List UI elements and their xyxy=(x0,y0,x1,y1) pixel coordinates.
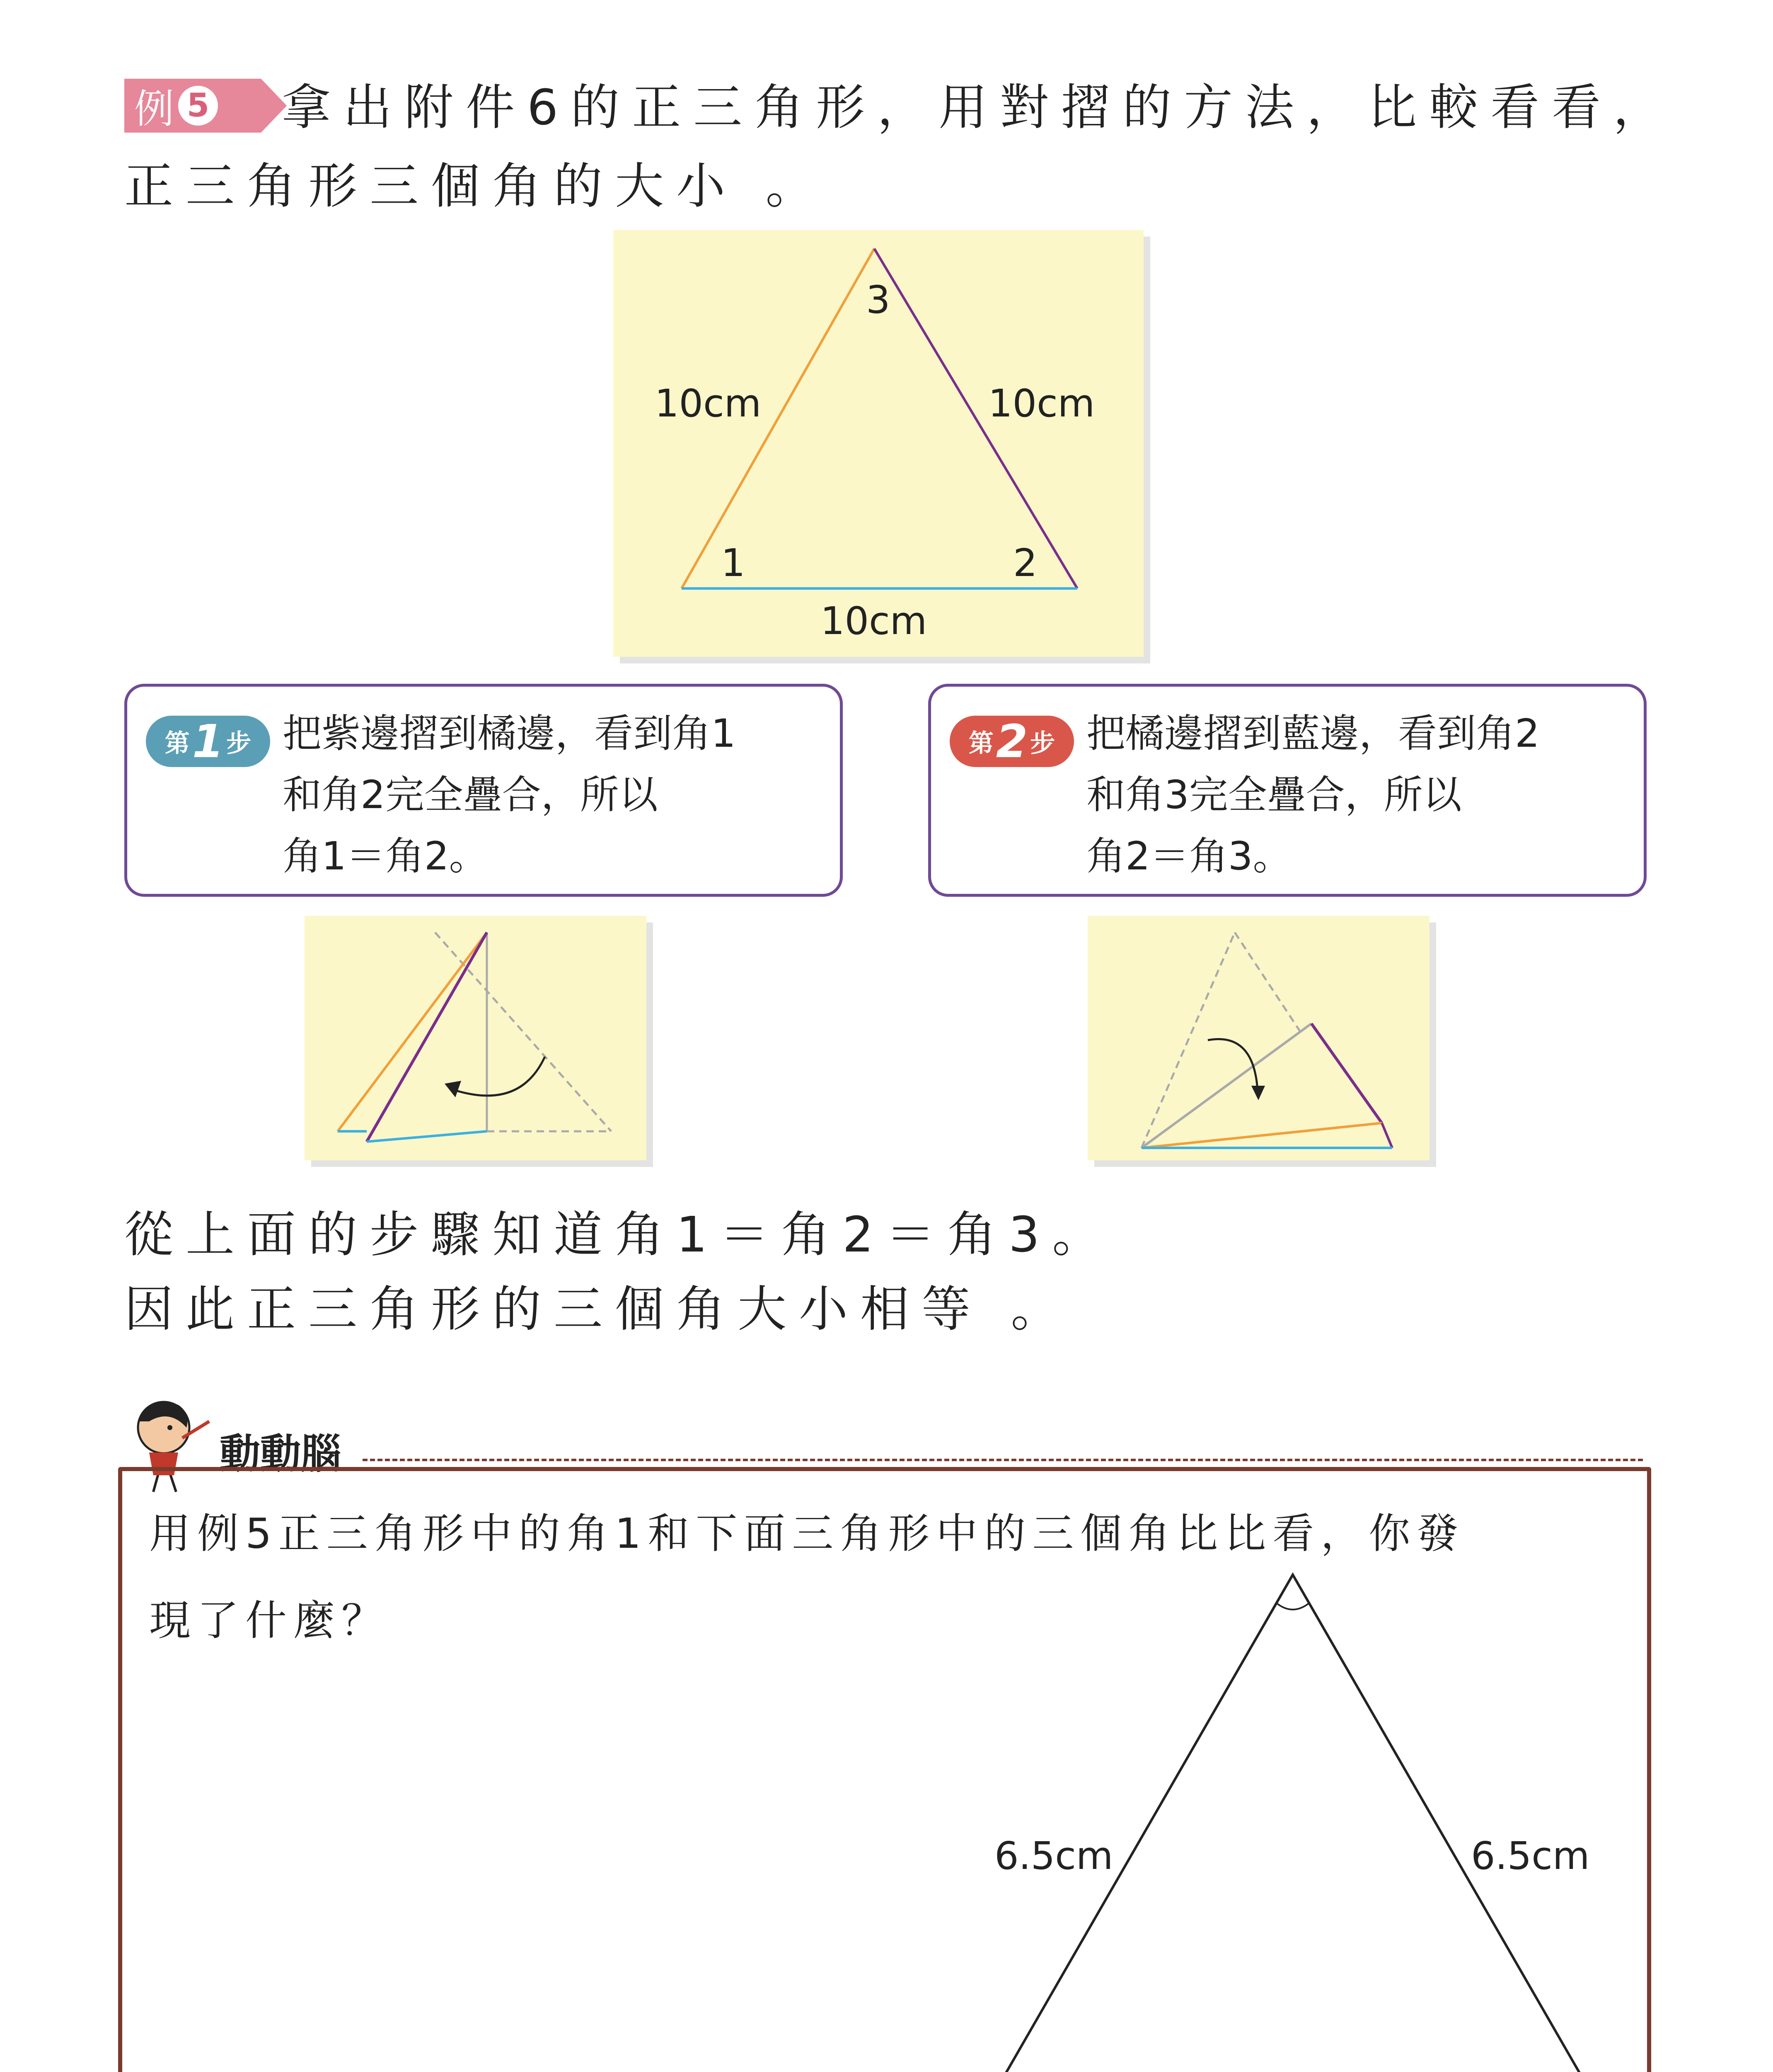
right-side-label: 10cm xyxy=(988,381,1095,426)
step2-line-2: 和角3完全疊合，所以 xyxy=(1086,772,1462,818)
step2-box xyxy=(928,684,1647,897)
main-triangle-figure xyxy=(613,230,1144,657)
angle-1-label: 1 xyxy=(721,541,745,585)
conclusion-line-1: 從上面的步驟知道角1＝角2＝角3。 xyxy=(124,1206,1114,1263)
brain-right-side-label: 6.5cm xyxy=(1471,1834,1590,1878)
step1-badge xyxy=(146,716,270,767)
step2-badge xyxy=(950,716,1074,767)
angle-2-label: 2 xyxy=(1013,541,1038,585)
step1-line-1: 把紫邊摺到橘邊，看到角1 xyxy=(283,711,736,756)
example-badge xyxy=(124,79,261,133)
example-badge-word: 例 xyxy=(134,85,174,132)
top-angle-mark xyxy=(1276,1603,1309,1610)
fold-line xyxy=(1142,1024,1311,1148)
blue-edge-folded xyxy=(367,1131,487,1142)
step2-badge-post: 步 xyxy=(1030,729,1055,758)
brain-question-line-1: 用例5正三角形中的角1和下面三角形中的三個角比比看，你發 xyxy=(149,1509,1465,1558)
brain-title: 動動腦 xyxy=(220,1431,342,1478)
step2-fold-panel xyxy=(1088,916,1430,1160)
example-line-1: 拿出附件6的正三角形，用對摺的方法，比較看看， xyxy=(282,79,1675,136)
step1-line-3: 角1＝角2。 xyxy=(283,834,488,879)
step1-fold-panel xyxy=(305,916,646,1160)
step1-line-2: 和角2完全疊合，所以 xyxy=(283,772,658,818)
orange-edge xyxy=(1142,1123,1382,1148)
step2-badge-pre: 第 xyxy=(968,729,994,758)
arrowhead-icon xyxy=(1251,1086,1265,1100)
conclusion-line-2: 因此正三角形的三個角大小相等 。 xyxy=(124,1280,1072,1338)
step2-line-3: 角2＝角3。 xyxy=(1086,834,1292,879)
brain-triangle-figure xyxy=(953,1566,1641,2072)
brain-box-top-edge xyxy=(363,1459,1643,1461)
step1-box xyxy=(124,684,843,897)
example-badge-number: 5 xyxy=(178,86,218,126)
step1-fold-figure xyxy=(305,916,646,1160)
base-label: 10cm xyxy=(820,599,927,643)
dashed-original-right xyxy=(1235,932,1303,1036)
step1-badge-pre: 第 xyxy=(164,729,190,758)
step1-badge-post: 步 xyxy=(226,729,252,758)
main-triangle-panel xyxy=(613,230,1144,657)
brain-triangle xyxy=(978,1575,1608,2072)
purple-edge xyxy=(1311,1024,1382,1123)
left-side-label: 10cm xyxy=(655,381,762,426)
step2-fold-figure xyxy=(1088,916,1430,1160)
angle-3-label: 3 xyxy=(866,278,890,322)
brain-question-line-2: 現了什麼？ xyxy=(149,1596,389,1645)
step1-badge-num: 1 xyxy=(192,715,224,768)
example-line-2: 正三角形三個角的大小 。 xyxy=(124,157,827,215)
step2-badge-num: 2 xyxy=(996,715,1028,768)
step2-line-1: 把橘邊摺到藍邊，看到角2 xyxy=(1086,711,1540,756)
purple-edge-lower xyxy=(1382,1123,1392,1148)
brain-left-side-label: 6.5cm xyxy=(994,1834,1113,1878)
